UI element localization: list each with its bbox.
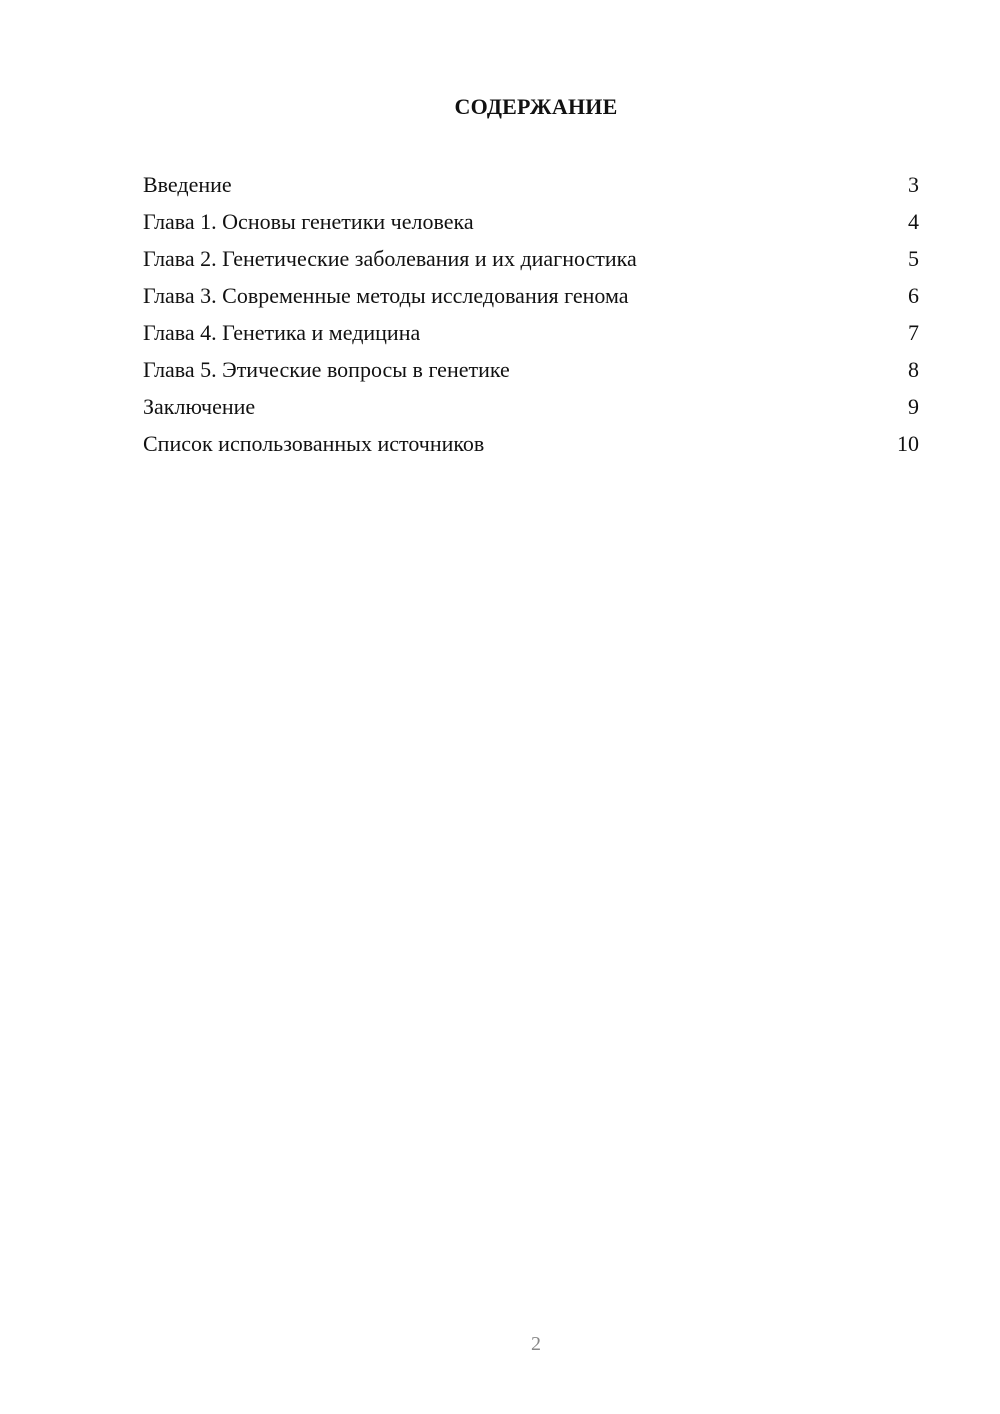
toc-entry — [143, 205, 919, 242]
table-of-contents — [143, 168, 919, 464]
toc-entry-page: 4 — [908, 209, 919, 234]
toc-entry-label: Заключение — [143, 394, 256, 419]
page-number: 2 — [531, 1333, 541, 1355]
toc-entry — [143, 168, 919, 205]
toc-entry — [143, 316, 919, 353]
toc-entry-page: 6 — [908, 283, 919, 308]
toc-entry — [143, 427, 919, 464]
toc-entry — [143, 390, 919, 427]
toc-entry-page: 5 — [908, 246, 919, 271]
toc-entry-label: Глава 1. Основы генетики человека — [143, 209, 474, 234]
toc-entry-label: Глава 5. Этические вопросы в генетике — [143, 357, 510, 382]
toc-entry-label: Список использованных источников — [143, 431, 485, 456]
toc-entry — [143, 279, 919, 316]
toc-entry-page: 7 — [908, 320, 919, 345]
toc-entry — [143, 242, 919, 279]
toc-entry-page: 9 — [908, 394, 919, 419]
toc-entry-page: 8 — [908, 357, 919, 382]
page-title: СОДЕРЖАНИЕ — [454, 94, 618, 119]
toc-entry-label: Введение — [143, 172, 232, 197]
toc-entry-label: Глава 3. Современные методы исследования генома — [143, 283, 629, 308]
toc-entry-page: 10 — [897, 431, 919, 456]
toc-entry — [143, 353, 919, 390]
toc-entry-label: Глава 4. Генетика и медицина — [143, 320, 421, 345]
toc-entry-page: 3 — [908, 172, 919, 197]
toc-entry-label: Глава 2. Генетические заболевания и их диагностика — [143, 246, 637, 271]
